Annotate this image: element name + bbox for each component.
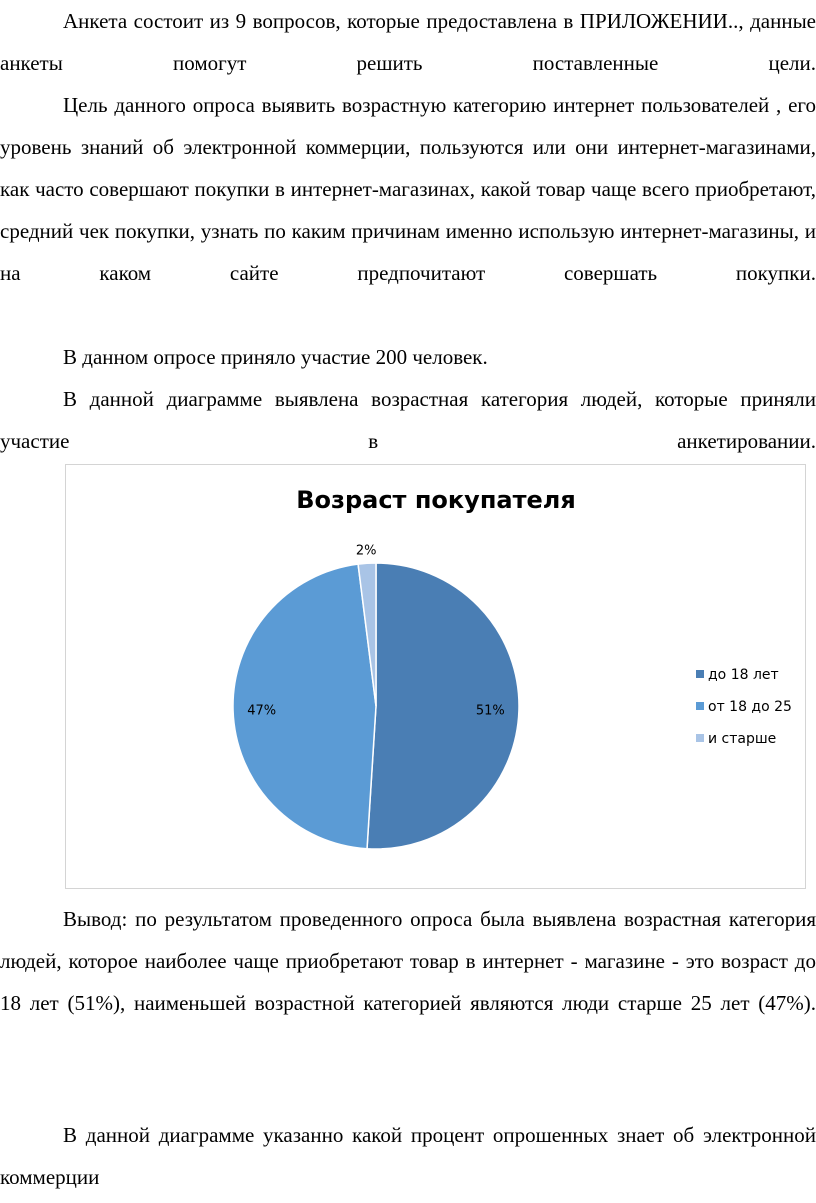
goal-text: Цель данного опроса выявить возрастную категорию интернет пользователей , его уровень знаний об электронной коммерции, пользуются или они интернет-магазинами, как часто совершают покупки в интернет-магазинах, какой товар чаще всего приобретают, средний чек покупки, узнать по каким причинам именно использую интернет-магазины, и на каком сайте предпочитают совершать покупки. [0, 93, 816, 285]
participants-text: В данном опросе приняло участие 200 человек. [63, 345, 488, 369]
intro-paragraph [0, 0, 816, 84]
intro-text: Анкета состоит из 9 вопросов, которые предоставлена в ПРИЛОЖЕНИИ.., данные анкеты помогут решить поставленные цели. [0, 9, 816, 75]
legend-label: от 18 до 25 [708, 699, 792, 715]
chart-intro-text: В данной диаграмме выявлена возрастная категория людей, которые приняли участие в анкетировании. [0, 387, 816, 453]
legend-swatch [696, 670, 704, 678]
next-chart-text: В данной диаграмме указанно какой процент опрошенных знает об электронной коммерции [0, 1123, 816, 1189]
legend-label: до 18 лет [708, 667, 779, 683]
legend-label: и старше [708, 731, 777, 747]
goal-paragraph [0, 84, 816, 294]
conclusion-paragraph [0, 898, 816, 1024]
legend-swatch [696, 702, 704, 710]
next-chart-paragraph [0, 1114, 816, 1198]
age-pie-chart [65, 464, 806, 889]
participants-paragraph [0, 336, 816, 378]
chart-canvas [66, 465, 807, 890]
chart-title: Возраст покупателя [296, 486, 576, 514]
chart-intro-paragraph [0, 378, 816, 462]
slice-data-label: 47% [247, 703, 277, 719]
conclusion-text: Вывод: по результатом проведенного опроса была выявлена возрастная категория людей, которое наиболее чаще приобретают товар в интернет - магазине - это возраст до 18 лет (51%), наименьшей возрастной категорией являются люди старше 25 лет (47%). [0, 907, 816, 1015]
slice-data-label: 2% [355, 543, 377, 559]
legend-swatch [696, 734, 704, 742]
slice-data-label: 51% [475, 703, 505, 719]
